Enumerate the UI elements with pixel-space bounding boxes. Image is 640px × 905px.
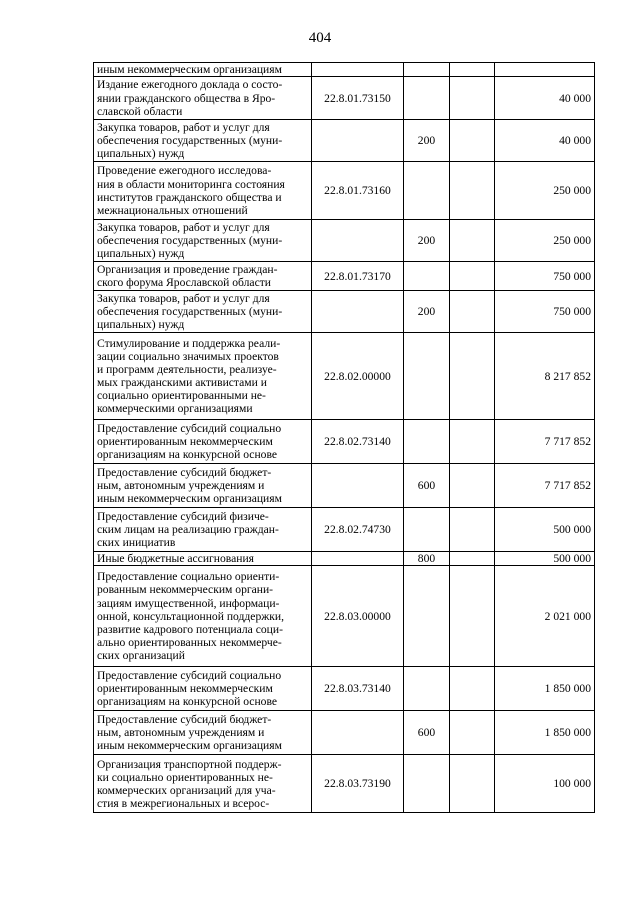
row-amount-cell: 7 717 852 — [495, 464, 595, 508]
row-name-cell: Предоставление субсидий бюджет- ным, автономным учреждениям и иным некоммерческим организациям — [94, 711, 312, 755]
table-row — [94, 262, 595, 291]
row-empty-cell — [450, 711, 495, 755]
row-name-cell: Иные бюджетные ассигнования — [94, 552, 312, 566]
row-code-cell — [312, 63, 404, 77]
row-amount-cell: 500 000 — [495, 552, 595, 566]
row-amount-cell: 40 000 — [495, 77, 595, 120]
row-name-cell: Предоставление субсидий социально ориентированным некоммерческим организациям на конкурсной основе — [94, 667, 312, 711]
row-expense-type-cell — [404, 755, 450, 813]
row-name-cell: Организация транспортной поддерж- ки социально ориентированных не- коммерческих организаций для уча- стия в межрегиональных и всерос- — [94, 755, 312, 813]
row-code-cell — [312, 291, 404, 333]
row-amount-cell: 1 850 000 — [495, 711, 595, 755]
row-name-cell: Предоставление социально ориенти- рованным некоммерческим органи- зациям имущественной, информаци- онной, консультационной поддержки, развитие кадрового потенциала соци- ально ориентированных некоммерче- ских организаций — [94, 566, 312, 667]
page-number: 404 — [308, 30, 332, 46]
row-amount-cell — [495, 63, 595, 77]
row-empty-cell — [450, 508, 495, 552]
row-amount-cell: 2 021 000 — [495, 566, 595, 667]
row-name-cell: Проведение ежегодного исследова- ния в области мониторинга состояния институтов гражданского общества и межнациональных отношений — [94, 162, 312, 220]
row-name-cell: Предоставление субсидий физиче- ским лицам на реализацию граждан- ских инициатив — [94, 508, 312, 552]
table-row — [94, 77, 595, 120]
row-amount-cell: 750 000 — [495, 262, 595, 291]
row-empty-cell — [450, 77, 495, 120]
row-code-cell: 22.8.02.00000 — [312, 333, 404, 420]
row-name-cell: Предоставление субсидий бюджет- ным, автономным учреждениям и иным некоммерческим организациям — [94, 464, 312, 508]
table-row — [94, 291, 595, 333]
row-code-cell: 22.8.03.73190 — [312, 755, 404, 813]
row-expense-type-cell: 200 — [404, 220, 450, 262]
row-name-cell: Закупка товаров, работ и услуг для обеспечения государственных (муни- ципальных) нужд — [94, 291, 312, 333]
row-expense-type-cell: 600 — [404, 464, 450, 508]
row-name-cell: Издание ежегодного доклада о состо- янии гражданского общества в Яро- славской области — [94, 77, 312, 120]
row-empty-cell — [450, 262, 495, 291]
row-name-cell: иным некоммерческим организациям — [94, 63, 312, 77]
row-amount-cell: 750 000 — [495, 291, 595, 333]
row-amount-cell: 7 717 852 — [495, 420, 595, 464]
row-amount-cell: 250 000 — [495, 162, 595, 220]
row-code-cell — [312, 552, 404, 566]
table-row — [94, 464, 595, 508]
table-row — [94, 220, 595, 262]
row-expense-type-cell: 200 — [404, 120, 450, 162]
row-expense-type-cell — [404, 333, 450, 420]
row-expense-type-cell — [404, 63, 450, 77]
row-empty-cell — [450, 420, 495, 464]
row-name-cell: Стимулирование и поддержка реали- зации социально значимых проектов и программ деятельности, реализуе- мых гражданскими активистами и социально ориентированными не- коммерческими организациями — [94, 333, 312, 420]
row-empty-cell — [450, 566, 495, 667]
row-expense-type-cell — [404, 262, 450, 291]
table-row — [94, 120, 595, 162]
row-empty-cell — [450, 120, 495, 162]
row-empty-cell — [450, 464, 495, 508]
row-code-cell — [312, 711, 404, 755]
row-code-cell: 22.8.01.73160 — [312, 162, 404, 220]
table-row — [94, 552, 595, 566]
row-empty-cell — [450, 755, 495, 813]
row-empty-cell — [450, 220, 495, 262]
row-amount-cell: 1 850 000 — [495, 667, 595, 711]
row-expense-type-cell — [404, 667, 450, 711]
row-empty-cell — [450, 63, 495, 77]
row-code-cell: 22.8.01.73150 — [312, 77, 404, 120]
row-empty-cell — [450, 291, 495, 333]
row-code-cell — [312, 220, 404, 262]
row-code-cell: 22.8.02.74730 — [312, 508, 404, 552]
row-amount-cell: 40 000 — [495, 120, 595, 162]
row-expense-type-cell — [404, 162, 450, 220]
row-amount-cell: 100 000 — [495, 755, 595, 813]
row-code-cell: 22.8.03.00000 — [312, 566, 404, 667]
row-name-cell: Закупка товаров, работ и услуг для обеспечения государственных (муни- ципальных) нужд — [94, 120, 312, 162]
row-empty-cell — [450, 552, 495, 566]
row-code-cell: 22.8.01.73170 — [312, 262, 404, 291]
row-name-cell: Организация и проведение граждан- ского форума Ярославской области — [94, 262, 312, 291]
row-amount-cell: 8 217 852 — [495, 333, 595, 420]
row-expense-type-cell — [404, 566, 450, 667]
row-name-cell: Закупка товаров, работ и услуг для обеспечения государственных (муни- ципальных) нужд — [94, 220, 312, 262]
table-row — [94, 63, 595, 77]
row-name-cell: Предоставление субсидий социально ориентированным некоммерческим организациям на конкурсной основе — [94, 420, 312, 464]
row-empty-cell — [450, 333, 495, 420]
row-amount-cell: 500 000 — [495, 508, 595, 552]
row-expense-type-cell: 800 — [404, 552, 450, 566]
table-row — [94, 755, 595, 813]
row-expense-type-cell — [404, 77, 450, 120]
row-empty-cell — [450, 667, 495, 711]
table-row — [94, 667, 595, 711]
row-amount-cell: 250 000 — [495, 220, 595, 262]
table-row — [94, 711, 595, 755]
table-row — [94, 508, 595, 552]
row-code-cell — [312, 464, 404, 508]
row-expense-type-cell: 600 — [404, 711, 450, 755]
table-row — [94, 566, 595, 667]
budget-table — [93, 62, 595, 813]
budget-table-body — [94, 63, 595, 813]
table-row — [94, 333, 595, 420]
row-code-cell — [312, 120, 404, 162]
row-empty-cell — [450, 162, 495, 220]
row-expense-type-cell — [404, 508, 450, 552]
row-code-cell: 22.8.02.73140 — [312, 420, 404, 464]
row-expense-type-cell — [404, 420, 450, 464]
table-row — [94, 162, 595, 220]
row-expense-type-cell: 200 — [404, 291, 450, 333]
table-row — [94, 420, 595, 464]
row-code-cell: 22.8.03.73140 — [312, 667, 404, 711]
